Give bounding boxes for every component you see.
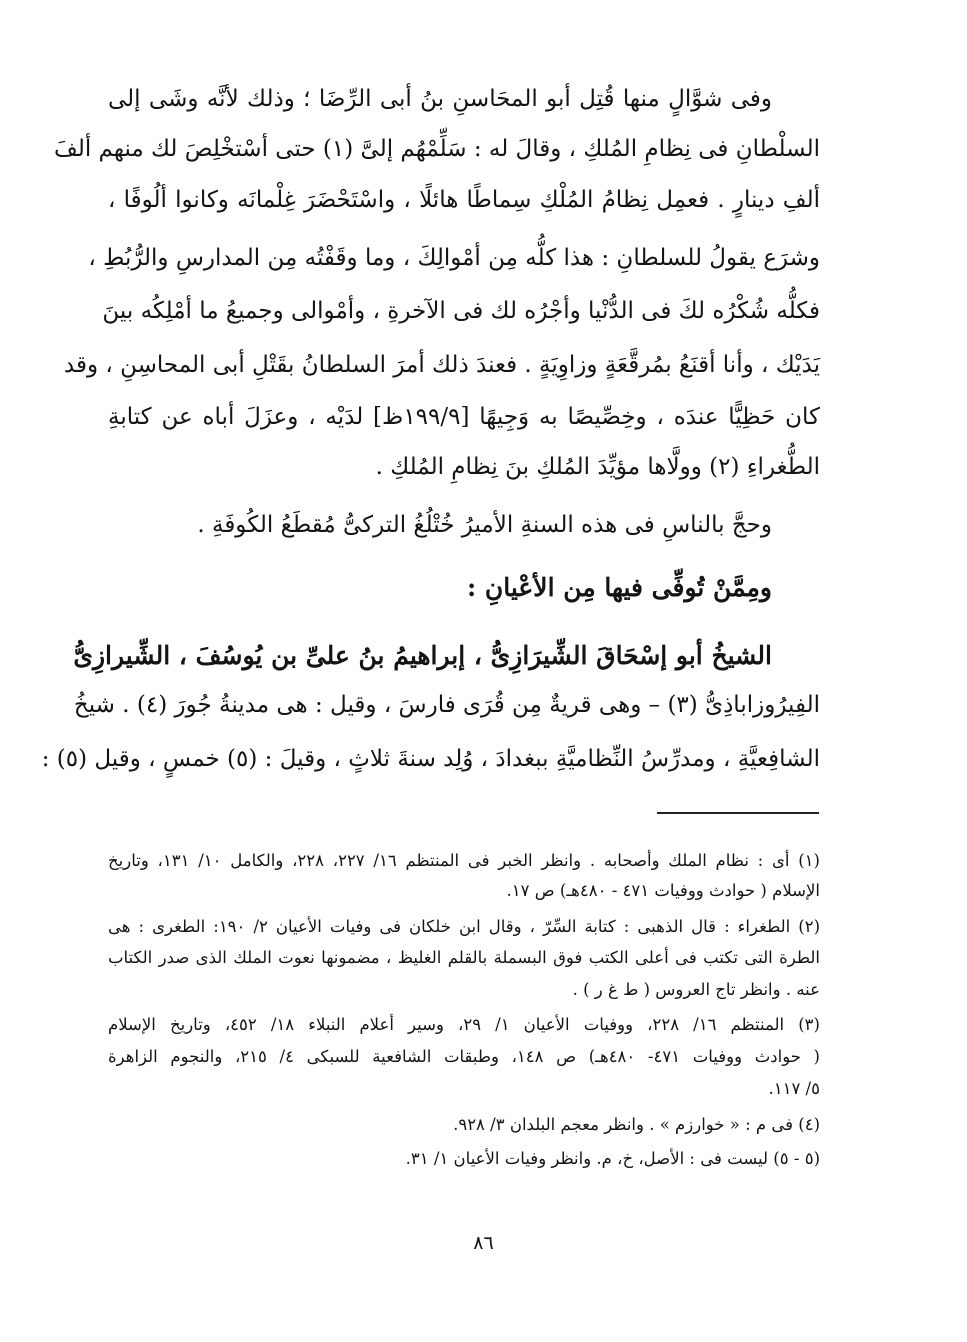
footnote-line: ( حوادث ووفيات ٤٧١- ٤٨٠هـ) ص ١٤٨، وطبقات الشافعية للسبكى ٤/ ٢١٥، والنجوم الزاهرة [108,1047,820,1066]
footnote-line: ٥/ ١١٧. [768,1079,820,1098]
footnote-line: الطرة التى تكتب فى أعلى الكتب فوق البسملة بالقلم الغليظ ، مضمونها نعوت الملك الذى صدر الكتاب [108,948,820,967]
footnote-line: (١) أى : نظام الملك وأصحابه . وانظر الخبر فى المنتظم ١٦/ ٢٢٧، ٢٢٨، والكامل ١٠/ ١٣١، وتاريخ [108,851,820,870]
text-line: السلْطانِ فى نِظامِ المُلكِ ، وقالَ له : سَلِّمْهُم إلىَّ (١) حتى أسْتخْلِصَ لك منهم ألفَ [54,136,820,162]
text-line: وفى شوَّالٍ منها قُتِل أبو المحَاسنِ بنُ أبى الرِّضَا ؛ وذلك لأنَّه وشَى إلى [108,86,772,112]
footnote-line: (٥ - ٥) ليست فى : الأصل، خ، م. وانظر وفيات الأعيان ١/ ٣١. [405,1149,820,1168]
page-number: ٨٦ [473,1232,494,1254]
text-line: الشافِعيَّةِ ، ومدرِّسُ النِّظاميَّةِ ببغدادَ ، وُلِد سنةَ ثلاثٍ ، وقيلَ : (٥) خمسٍ ، وقيل (٥) : [41,746,820,772]
footnote-separator [657,812,819,814]
text-line: وشرَع يقولُ للسلطانِ : هذا كلُّه مِن أمْوالِكَ ، وما وقَفْتُه مِن المدارسِ والرُّبُطِ ، [88,245,820,271]
section-heading: ومِمَّنْ تُوفِّى فيها مِن الأعْيانِ : [466,573,772,602]
footnote-line: عنه . وانظر تاج العروس ( ط غ ر ) . [572,980,820,999]
text-line: ألفِ دينارٍ . فعمِل نِظامُ المُلْكِ سِماطًا هائلًا ، واسْتَحْضَرَ غِلْمانَه وكانوا ألُوفًا ، [108,187,820,213]
text-line: كان حَظِيًّا عندَه ، وخِصِّيصًا به وَجِيهًا [١٩٩/٩ظ] لدَيْه ، وعزَلَ أباه عن كتابةِ [108,404,821,430]
text-line: يَدَيْك ، وأنا أقنَعُ بمُرقَّعَةٍ وزاوِيَةٍ . فعندَ ذلك أمرَ السلطانُ بقَتْلِ أبى المحاسِنِ ، وقد [63,352,820,378]
text-line: الطُّغراءِ (٢) وولَّاها مؤيِّدَ المُلكِ بنَ نِظامِ المُلكِ . [375,454,820,480]
text-line: الفِيرُوزاباذِىُّ (٣) – وهى قريةٌ مِن قُرَى فارسَ ، وقيل : هى مدينةُ جُورَ (٤) . شيخُ [73,692,820,718]
text-line: فكلُّه شُكْرُه لكَ فى الدُّنْيا وأجْرُه لك فى الآخرةِ ، وأمْوالى وجميعُ ما أمْلِكُه بينَ [102,298,820,324]
footnote-line: الإسلام ( حوادث ووفيات ٤٧١ - ٤٨٠هـ) ص ١٧. [506,881,820,900]
text-line: وحجَّ بالناسِ فى هذه السنةِ الأميرُ خُتْلُغُ التركىُّ مُقطَعُ الكُوفَةِ . [197,512,772,538]
entry-title: الشيخُ أبو إسْحَاقَ الشِّيرَازِىُّ ، إبراهيمُ بنُ علىِّ بن يُوسُفَ ، الشِّيرازِىُّ [73,641,772,670]
footnote-line: (٢) الطغراء : قال الذهبى : كتابة السِّرّ ، وقال ابن خلكان فى وفيات الأعيان ٢/ ١٩٠: الطغرى : هى [108,917,820,936]
footnote-line: (٣) المنتظم ١٦/ ٢٢٨، ووفيات الأعيان ١/ ٢٩، وسير أعلام النبلاء ١٨/ ٤٥٢، وتاريخ الإسلام [108,1015,820,1034]
footnote-line: (٤) فى م : « خوارزم » . وانظر معجم البلدان ٣/ ٩٢٨. [453,1115,820,1134]
